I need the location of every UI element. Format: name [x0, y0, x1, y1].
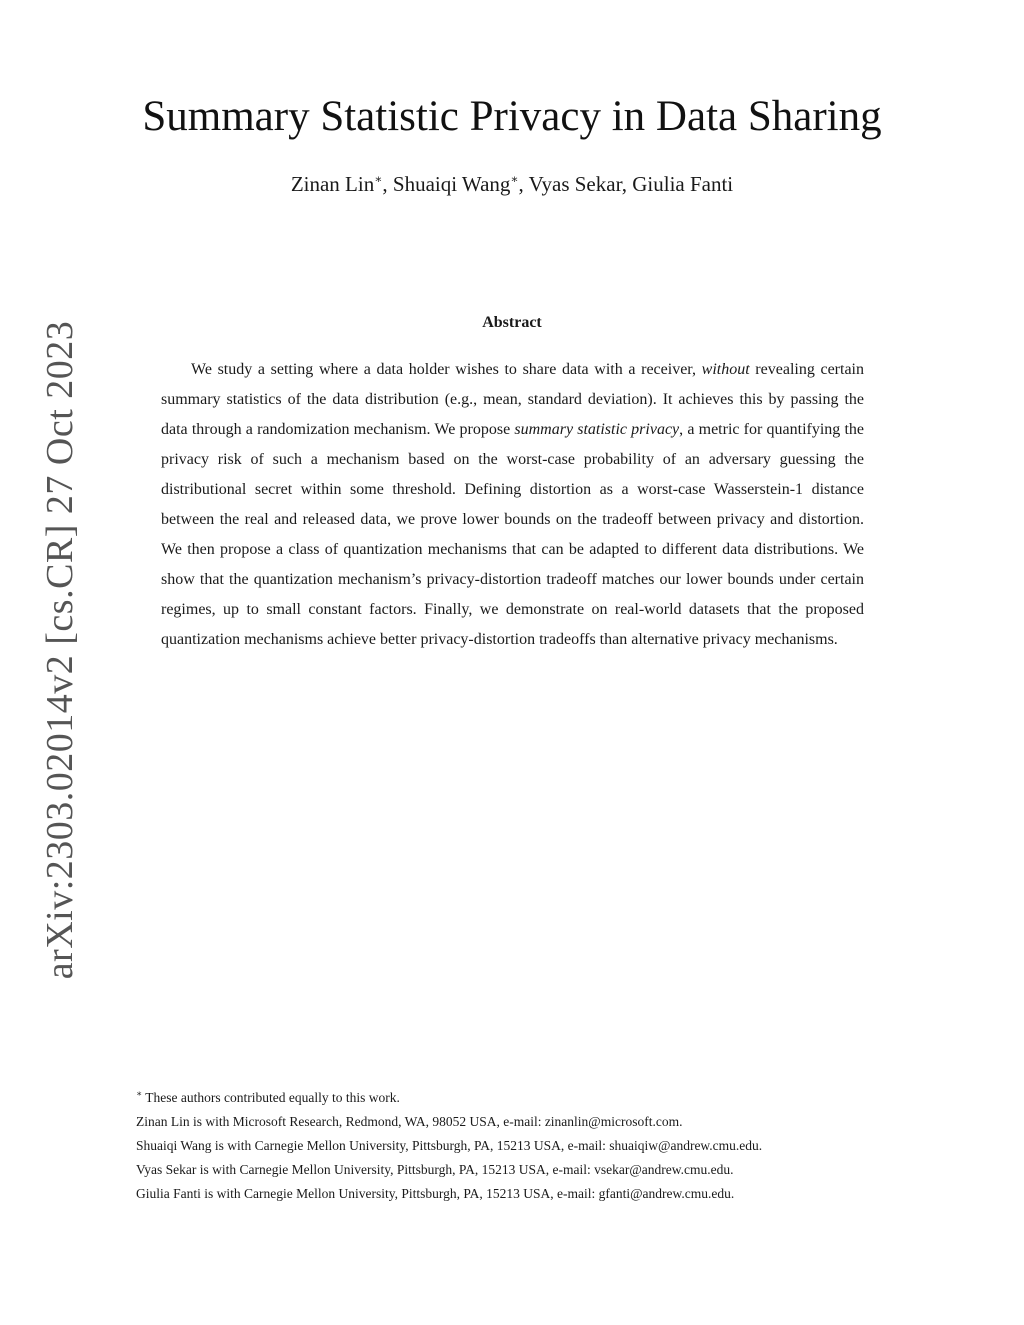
equal-contribution-mark: ∗ — [510, 172, 519, 186]
footnote-affiliation: Vyas Sekar is with Carnegie Mellon University, Pittsburgh, PA, 15213 USA, e-mail: vsekar@andrew.cmu.edu. — [136, 1162, 734, 1177]
abstract-text: revealing certain summary statistics of the data distribution (e.g., mean, standard deviation). It achieves this by passing the data through a randomization mechanism. We propose — [161, 361, 865, 438]
abstract-text: We study a setting where a data holder wishes to share data with a receiver, — [191, 361, 702, 378]
abstract-emphasis: without — [701, 361, 750, 378]
arxiv-identifier-stamp: arXiv:2303.02014v2 [cs.CR] 27 Oct 2023 — [39, 320, 81, 980]
footnote-affiliation: Zinan Lin is with Microsoft Research, Redmond, WA, 98052 USA, e-mail: zinanlin@microsoft.com. — [136, 1114, 683, 1129]
footnotes — [136, 1086, 896, 1206]
abstract-emphasis: summary statistic privacy — [514, 421, 680, 438]
footnote-text: These authors contributed equally to this work. — [145, 1090, 400, 1105]
footnote-mark: ∗ — [136, 1088, 143, 1099]
author-name: Giulia Fanti — [632, 172, 734, 196]
footnote-affiliation: Shuaiqi Wang is with Carnegie Mellon University, Pittsburgh, PA, 15213 USA, e-mail: shuaiqiw@andrew.cmu.edu. — [136, 1138, 763, 1153]
author-name: Zinan Lin — [290, 172, 375, 196]
abstract-body — [161, 355, 864, 655]
author-name: Shuaiqi Wang — [392, 172, 511, 196]
footnote-equal-contribution — [136, 1086, 896, 1110]
abstract-text: , a metric for quantifying the privacy risk of such a mechanism based on the worst-case probability of an adversary guessing the distributional secret within some threshold. Defining distortion as a worst-case Wasserstein-1 distance between the real and released data, we prove lower bounds on the tradeoff between privacy and distortion. We then propose a class of quantization mechanisms that can be adapted to different data distributions. We show that the quantization mechanism’s privacy-distortion tradeoff matches our lower bounds under certain regimes, up to small constant factors. Finally, we demonstrate on real-world datasets that the proposed quantization mechanisms achieve better privacy-distortion tradeoffs than alternative privacy mechanisms. — [161, 421, 865, 648]
abstract-heading: Abstract — [482, 314, 542, 331]
equal-contribution-mark: ∗ — [374, 172, 383, 186]
footnote-affiliation: Giulia Fanti is with Carnegie Mellon University, Pittsburgh, PA, 15213 USA, e-mail: gfanti@andrew.cmu.edu. — [136, 1186, 735, 1201]
author-name: Vyas Sekar — [528, 172, 622, 196]
paper-title: Summary Statistic Privacy in Data Sharing — [142, 93, 882, 140]
author-list: Zinan Lin∗, Shuaiqi Wang∗, Vyas Sekar, Giulia Fanti — [290, 172, 734, 196]
